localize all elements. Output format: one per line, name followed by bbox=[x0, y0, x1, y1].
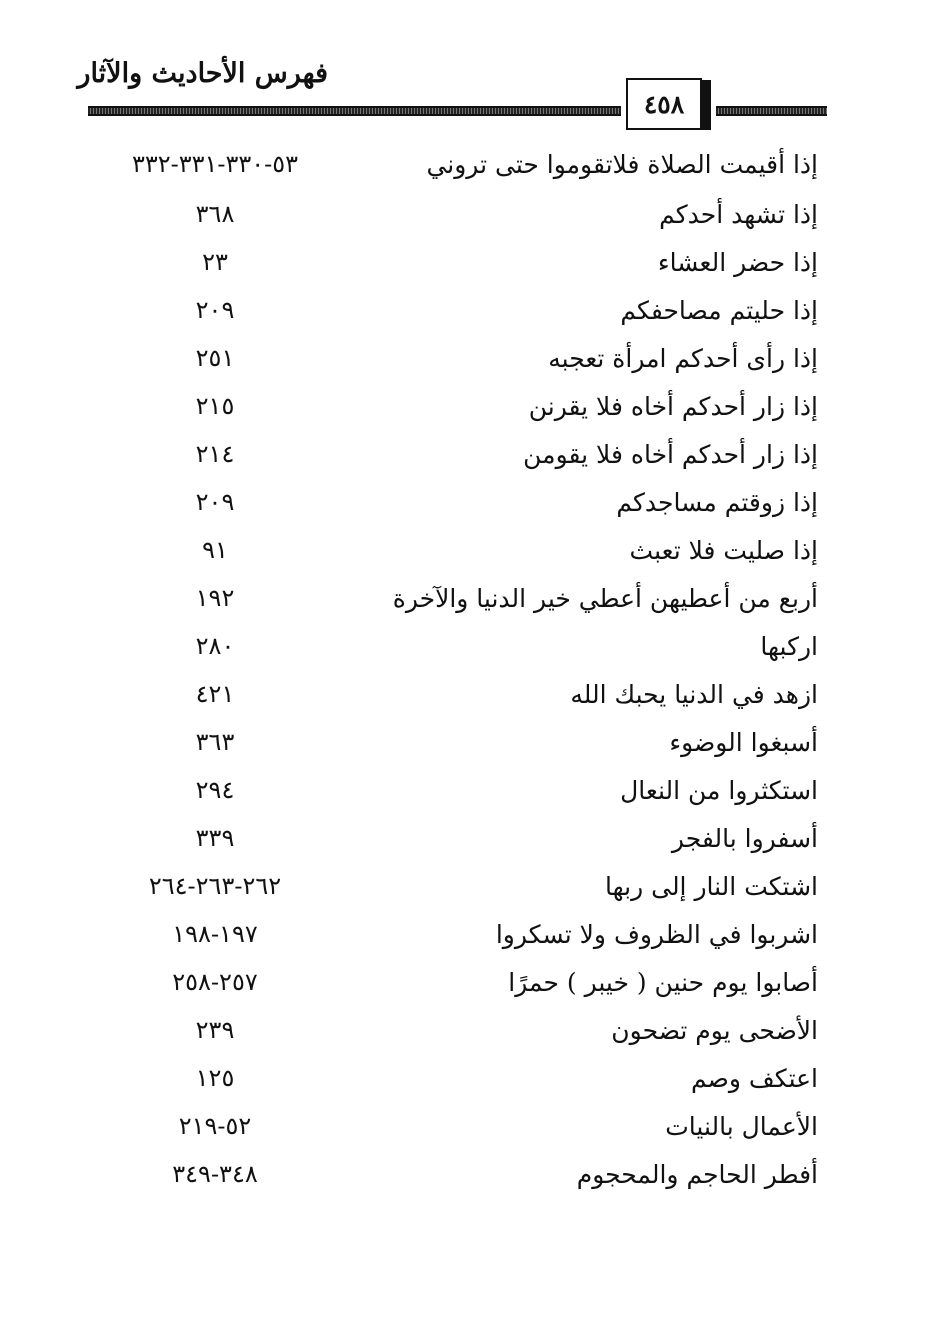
entry-phrase: أصابوا يوم حنين ( خيبر ) حمرًا bbox=[508, 968, 818, 997]
entry-pages: ٤٢١ bbox=[195, 680, 235, 708]
index-entry bbox=[0, 150, 940, 196]
entry-phrase: إذا حليتم مصاحفكم bbox=[620, 296, 818, 325]
entry-pages: ٣٦٨ bbox=[195, 200, 235, 228]
index-entry bbox=[0, 1112, 940, 1158]
entry-pages: ٢٣ bbox=[202, 248, 228, 276]
entry-pages: ٢٨٠ bbox=[195, 632, 235, 660]
index-entry bbox=[0, 488, 940, 534]
entry-pages: ٣٣٩ bbox=[195, 824, 235, 852]
entry-pages: ٥٢-٢١٩ bbox=[178, 1112, 252, 1140]
index-entry bbox=[0, 824, 940, 870]
entry-phrase: إذا زار أحدكم أخاه فلا يقرنن bbox=[528, 392, 818, 421]
entry-pages: ٩١ bbox=[202, 536, 228, 564]
entry-pages: ٢٦٢-٢٦٣-٢٦٤ bbox=[148, 872, 282, 900]
index-entry bbox=[0, 1016, 940, 1062]
index-entry bbox=[0, 248, 940, 294]
entry-phrase: استكثروا من النعال bbox=[620, 776, 818, 805]
entry-pages: ٢١٤ bbox=[195, 440, 235, 468]
index-entry bbox=[0, 920, 940, 966]
header-rule-right bbox=[716, 106, 827, 116]
index-entry bbox=[0, 1160, 940, 1206]
entry-pages: ٢٣٩ bbox=[195, 1016, 235, 1044]
entry-pages: ٢٩٤ bbox=[195, 776, 235, 804]
entry-phrase: اشتكت النار إلى ربها bbox=[604, 872, 818, 901]
entry-phrase: أسبغوا الوضوء bbox=[669, 728, 818, 757]
index-entry bbox=[0, 392, 940, 438]
running-title: فهرس الأحاديث والآثار bbox=[77, 58, 328, 89]
entry-phrase: الأضحى يوم تضحون bbox=[611, 1016, 818, 1045]
index-entry bbox=[0, 680, 940, 726]
entry-pages: ٢٥٧-٢٥٨ bbox=[172, 968, 258, 996]
entry-pages: ٣٦٣ bbox=[195, 728, 235, 756]
entry-phrase: إذا حضر العشاء bbox=[657, 248, 818, 277]
entry-pages: ٣٤٨-٣٤٩ bbox=[172, 1160, 258, 1188]
entry-phrase: إذا رأى أحدكم امرأة تعجبه bbox=[548, 344, 818, 373]
page-number: ٤٥٨ bbox=[626, 78, 702, 130]
index-entry bbox=[0, 776, 940, 822]
entry-pages: ١٩٢ bbox=[195, 584, 235, 612]
index-entry bbox=[0, 200, 940, 246]
entry-phrase: ازهد في الدنيا يحبك الله bbox=[570, 680, 818, 709]
entry-phrase: اركبها bbox=[760, 632, 818, 661]
entry-pages: ٢١٥ bbox=[195, 392, 235, 420]
index-entry bbox=[0, 1064, 940, 1110]
entry-pages: ١٩٧-١٩٨ bbox=[172, 920, 258, 948]
entry-pages: ٥٣-٣٣٠-٣٣١-٣٣٢ bbox=[131, 150, 299, 178]
entry-pages: ٢٥١ bbox=[195, 344, 235, 372]
index-entry bbox=[0, 536, 940, 582]
entry-phrase: اعتكف وصم bbox=[691, 1064, 818, 1093]
index-entry bbox=[0, 632, 940, 678]
entry-phrase: الأعمال بالنيات bbox=[665, 1112, 818, 1141]
entry-phrase: أسفروا بالفجر bbox=[671, 824, 818, 853]
entry-phrase: إذا زوقتم مساجدكم bbox=[616, 488, 818, 517]
entry-pages: ١٢٥ bbox=[195, 1064, 235, 1092]
index-entry bbox=[0, 728, 940, 774]
entry-phrase: إذا صليت فلا تعبث bbox=[629, 536, 818, 565]
index-entry bbox=[0, 296, 940, 342]
entry-phrase: إذا تشهد أحدكم bbox=[659, 200, 818, 229]
entry-phrase: أربع من أعطيهن أعطي خير الدنيا والآخرة bbox=[392, 584, 818, 613]
entry-phrase: إذا زار أحدكم أخاه فلا يقومن bbox=[523, 440, 818, 469]
header-rule-left bbox=[88, 106, 621, 116]
entry-phrase: اشربوا في الظروف ولا تسكروا bbox=[495, 920, 818, 949]
index-entry bbox=[0, 584, 940, 630]
index-entry bbox=[0, 344, 940, 390]
entry-pages: ٢٠٩ bbox=[195, 296, 235, 324]
entry-phrase: إذا أقيمت الصلاة فلاتقوموا حتى تروني bbox=[426, 150, 818, 179]
index-entry bbox=[0, 968, 940, 1014]
entry-pages: ٢٠٩ bbox=[195, 488, 235, 516]
entry-phrase: أفطر الحاجم والمحجوم bbox=[576, 1160, 818, 1189]
index-entry bbox=[0, 440, 940, 486]
index-entry bbox=[0, 872, 940, 918]
